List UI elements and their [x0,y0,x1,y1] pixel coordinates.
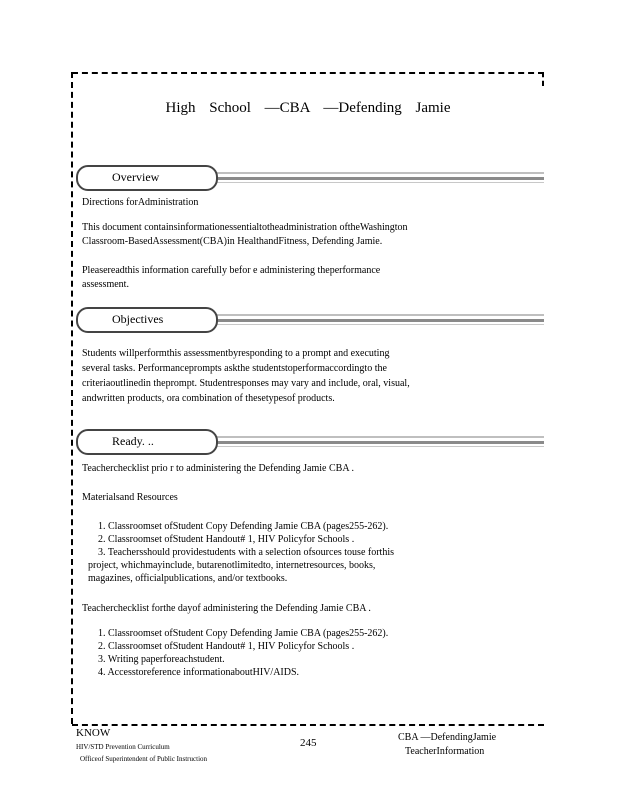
text-line: assessment. [82,279,129,290]
page-frame-left [71,72,73,724]
section-rule [196,436,544,448]
day-materials-list [98,627,538,679]
text-line: This document containsinformationessentialtotheadministration oftheWashington [82,222,408,233]
materials-list [88,520,528,585]
checklist-day-heading: Teacherchecklist forthe dayof administering the Defending Jamie CBA . [82,603,371,614]
list-item: 3. Writing paperforeachstudent. [98,654,225,665]
page-frame-bottom [72,724,544,726]
text-line: several tasks. Performanceprompts askthe studentstoperformaccordingto the [82,363,387,374]
overview-tab [76,165,218,191]
objectives-paragraph [82,346,522,406]
list-item: 3. Teachersshould providestudents with a selection ofsources touse forthis [98,547,394,558]
ready-heading: Ready. .. [112,434,154,448]
page-frame-right [542,72,544,86]
page-frame-top [72,72,544,74]
list-item: 2. Classroomset ofStudent Handout# 1, HIV Policyfor Schools . [98,641,355,652]
ready-tab [76,429,218,455]
footer-curriculum: HIV/STD Prevention Curriculum [76,743,170,751]
list-item: 4. Accesstoreference informationaboutHIV/AIDS. [98,667,300,678]
list-item: 2. Classroomset ofStudent Handout# 1, HIV Policyfor Schools . [98,534,355,545]
text-line: Students willperformthis assessmentbyresponding to a prompt and executing [82,348,390,359]
checklist-prior-heading: Teacherchecklist prio r to administering the Defending Jamie CBA . [82,463,355,474]
list-item-continuation: magazines, officialpublications, and/or textbooks. [88,573,288,584]
overview-section-header [76,165,544,191]
directions-heading: Directions forAdministration [82,197,199,208]
text-line: Pleasereadthis information carefully befor e administering theperformance [82,265,381,276]
objectives-section-header [76,307,544,333]
overview-paragraph-2 [82,264,522,292]
list-item: 1. Classroomset ofStudent Copy Defending Jamie CBA (pages255-262). [98,628,389,639]
list-item-continuation: project, whichmayinclude, butarenotlimitedto, internetresources, books, [88,560,376,571]
footer-know: KNOW [76,727,111,739]
list-item: 1. Classroomset ofStudent Copy Defending Jamie CBA (pages255-262). [98,521,389,532]
text-line: criteriaoutlinedin theprompt. Studentresponses may vary and include, oral, visual, [82,378,410,389]
footer-office: Officeof Superintendent of Public Instruction [80,755,208,763]
footer-page-number: 245 [300,737,317,749]
footer-doc-title: CBA —DefendingJamie [398,732,497,743]
objectives-heading: Objectives [112,312,164,326]
section-rule [196,172,544,184]
overview-heading: Overview [112,170,160,184]
materials-heading: Materialsand Resources [82,492,178,503]
text-line: andwritten products, ora combination of thesetypesof products. [82,393,335,404]
page-title: High School —CBA —Defending Jamie [165,100,451,116]
ready-section-header [76,429,544,455]
section-rule [196,314,544,326]
text-line: Classroom-BasedAssessment(CBA)in HealthandFitness, Defending Jamie. [82,236,383,247]
objectives-tab [76,307,218,333]
footer-doc-subtitle: TeacherInformation [405,746,485,757]
overview-paragraph-1 [82,221,522,249]
